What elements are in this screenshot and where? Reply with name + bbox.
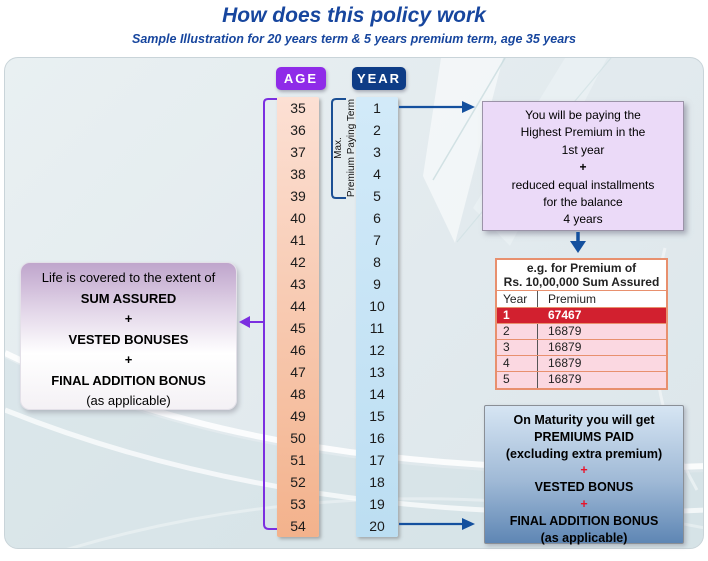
premium-table-header-row [497, 291, 666, 308]
table-row [497, 356, 666, 372]
premium-term-label-line2: Premium Paying Term [346, 98, 357, 198]
life-cover-line: VESTED BONUSES [68, 331, 189, 347]
plus-sign-red: + [580, 463, 588, 478]
table-row-highlighted [497, 308, 666, 324]
year-cell: 13 [369, 364, 385, 380]
year-cell: 12 [369, 342, 385, 358]
year-column [356, 97, 398, 537]
year-cell: 9 [373, 276, 381, 292]
maturity-line: FINAL ADDITION BONUS [509, 513, 659, 528]
highest-premium-box [482, 101, 684, 231]
maturity-line: VESTED BONUS [534, 480, 634, 495]
age-cell: 54 [290, 518, 306, 534]
year-cell: 11 [369, 320, 385, 336]
age-cell: 53 [290, 496, 306, 512]
age-cell: 41 [290, 232, 306, 248]
age-cell: 51 [290, 452, 306, 468]
age-cell: 35 [290, 100, 306, 116]
max-premium-paying-term-label [333, 97, 357, 199]
year-cell: 16 [369, 430, 385, 446]
table-cell-premium: 16879 [537, 324, 666, 339]
year-cell: 18 [369, 474, 385, 490]
plus-sign: + [579, 160, 587, 175]
life-cover-line: Life is covered to the extent of [41, 270, 216, 285]
highest-premium-line: 1st year [561, 142, 605, 157]
table-cell-premium: 16879 [537, 340, 666, 355]
year-column-badge: YEAR [352, 67, 406, 90]
age-cell: 40 [290, 210, 306, 226]
year-cell: 17 [369, 452, 385, 468]
age-cell: 47 [290, 364, 306, 380]
year-cell: 5 [373, 188, 381, 204]
table-col-header-premium: Premium [537, 291, 666, 307]
year-cell: 2 [373, 122, 381, 138]
year-cell: 14 [369, 386, 385, 402]
age-cell: 46 [290, 342, 306, 358]
highest-premium-line: You will be paying the [525, 108, 641, 122]
age-cell: 44 [290, 298, 306, 314]
table-cell-premium: 16879 [537, 356, 666, 371]
premium-table-title: e.g. for Premium of Rs. 10,00,000 Sum Assured [497, 260, 666, 291]
table-cell-year: 2 [503, 324, 510, 338]
age-column [277, 97, 319, 537]
highest-premium-line: for the balance [543, 195, 623, 210]
age-cell: 37 [290, 144, 306, 160]
page-title: How does this policy work [222, 4, 486, 27]
table-cell-year: 1 [503, 308, 510, 322]
table-cell-year: 3 [503, 340, 510, 354]
highest-premium-line: Highest Premium in the [520, 125, 646, 140]
maturity-line: PREMIUMS PAID [534, 429, 634, 444]
age-cell: 50 [290, 430, 306, 446]
highest-premium-line: 4 years [563, 212, 603, 227]
life-cover-line: FINAL ADDITION BONUS [51, 372, 206, 388]
plus-sign-red: + [580, 496, 588, 511]
year-cell: 7 [373, 232, 381, 248]
year-cell: 15 [369, 408, 385, 424]
age-cell: 48 [290, 386, 306, 402]
table-cell-premium: 67467 [537, 308, 666, 323]
table-row [497, 324, 666, 340]
year-cell: 6 [373, 210, 381, 226]
year-cell: 1 [373, 100, 381, 116]
age-cell: 42 [290, 254, 306, 270]
life-cover-line: SUM ASSURED [80, 290, 177, 306]
year-cell: 10 [369, 298, 385, 314]
table-col-header-year: Year [503, 292, 528, 306]
age-cell: 36 [290, 122, 306, 138]
table-row [497, 372, 666, 388]
maturity-line: On Maturity you will get [513, 413, 655, 427]
age-cell: 38 [290, 166, 306, 182]
year-cell: 8 [373, 254, 381, 270]
age-cell: 43 [290, 276, 306, 292]
age-column-badge: AGE [276, 67, 326, 90]
highest-premium-line: reduced equal installments [511, 177, 655, 192]
table-cell-year: 5 [503, 372, 510, 386]
plus-sign: + [124, 311, 133, 326]
year-cell: 3 [373, 144, 381, 160]
age-cell: 45 [290, 320, 306, 336]
premium-term-label-line1: Max. [333, 137, 344, 159]
age-cell: 49 [290, 408, 306, 424]
age-cell: 39 [290, 188, 306, 204]
year-cell: 19 [369, 496, 385, 512]
year-cell: 20 [369, 518, 385, 534]
plus-sign: + [124, 352, 133, 367]
life-cover-line: (as applicable) [86, 393, 171, 408]
age-cell: 52 [290, 474, 306, 490]
table-cell-premium: 16879 [537, 372, 666, 388]
maturity-benefits-box [484, 405, 684, 544]
maturity-line: (as applicable) [540, 530, 628, 545]
year-cell: 4 [373, 166, 381, 182]
table-cell-year: 4 [503, 356, 510, 370]
page-subtitle: Sample Illustration for 20 years term & 5 years premium term, age 35 years [132, 32, 576, 46]
maturity-line: (excluding extra premium) [505, 446, 663, 461]
life-cover-box [20, 262, 237, 410]
table-row [497, 340, 666, 356]
premium-table [495, 258, 668, 390]
